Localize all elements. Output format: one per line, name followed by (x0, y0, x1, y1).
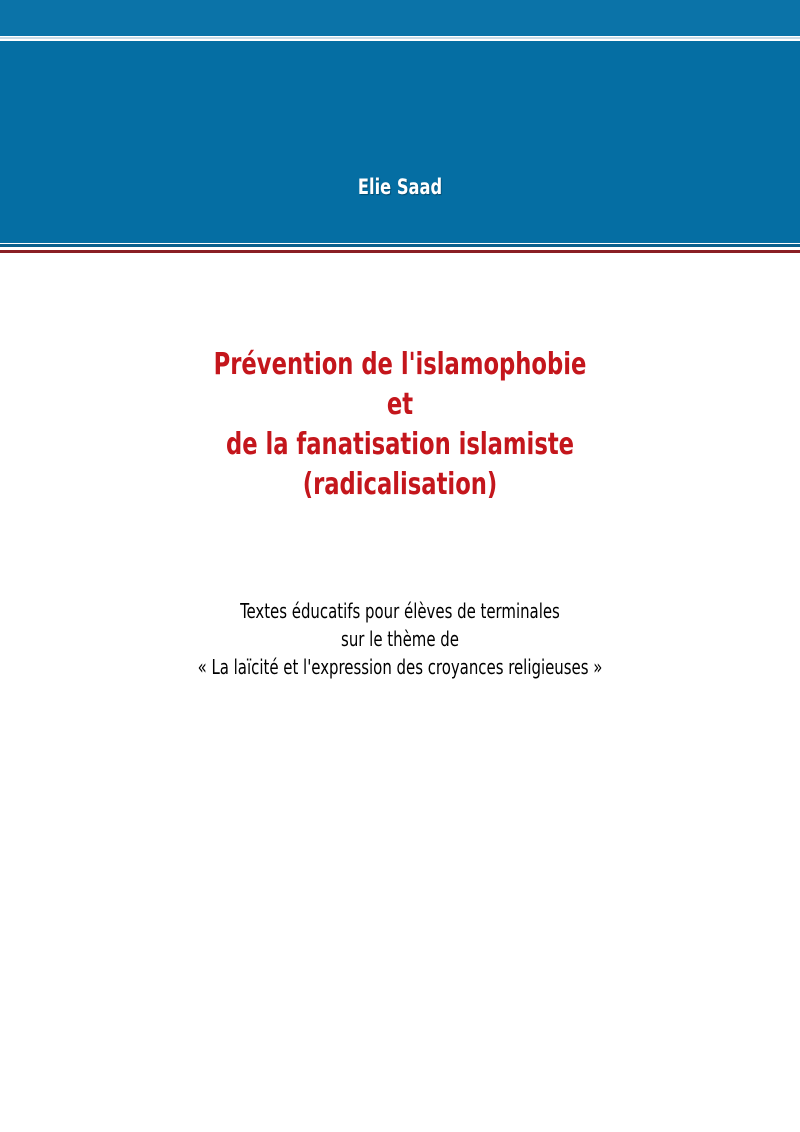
red-divider-rule (0, 250, 800, 253)
subtitle-line: Textes éducatifs pour élèves de terminales (240, 599, 560, 623)
banner-bottom-rule (0, 244, 800, 247)
top-blue-strip (0, 0, 800, 36)
title-line: Prévention de l'islamophobie (213, 347, 587, 382)
book-title (0, 345, 800, 505)
top-divider-line (0, 37, 800, 39)
title-line: de la fanatisation islamiste (225, 427, 575, 462)
book-subtitle (0, 597, 800, 681)
title-line: (radicalisation) (302, 467, 498, 502)
subtitle-line: sur le thème de (341, 627, 459, 651)
author-banner (0, 41, 800, 243)
subtitle-line: « La laïcité et l'expression des croyances religieuses » (197, 655, 603, 679)
author-name: Elie Saad (357, 175, 443, 199)
title-line: et (386, 387, 414, 422)
